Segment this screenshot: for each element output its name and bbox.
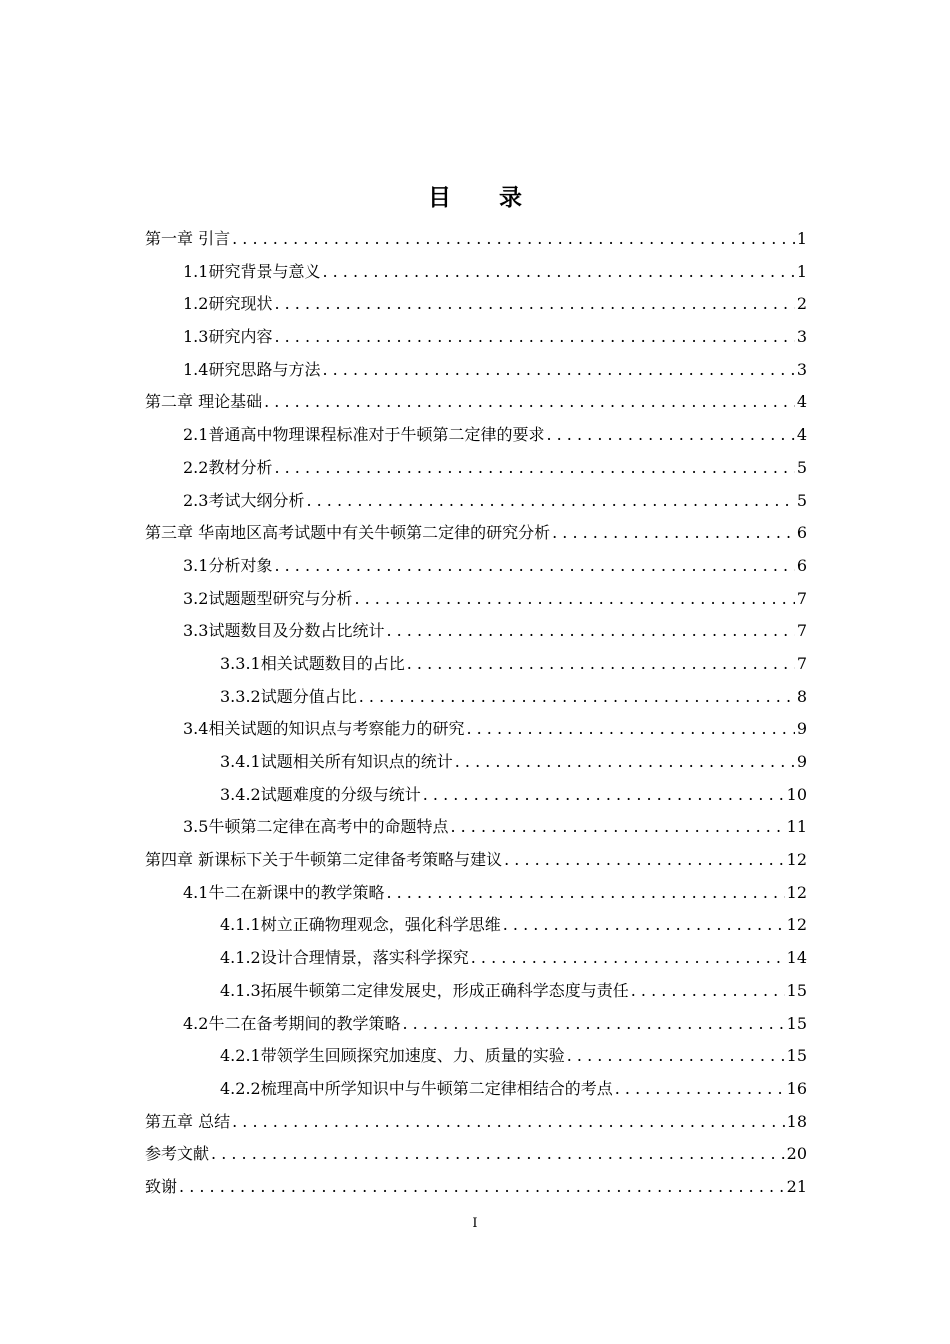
dot-leader <box>450 811 784 844</box>
toc-entry-page: 9 <box>796 752 807 771</box>
toc-entry[interactable] <box>145 844 807 877</box>
dot-leader <box>423 779 785 812</box>
toc-entry[interactable] <box>145 354 807 387</box>
page-number: I <box>472 1216 478 1231</box>
toc-entry-page: 6 <box>796 555 807 575</box>
toc-entry[interactable] <box>145 942 807 975</box>
toc-entry-page: 21 <box>786 1176 807 1196</box>
dot-leader <box>274 452 794 485</box>
toc-entry[interactable] <box>145 1008 807 1041</box>
toc-entry-title: 4.1.1树立正确物理观念，强化科学思维 <box>220 915 501 935</box>
dot-leader <box>274 321 794 354</box>
dot-leader <box>552 517 795 550</box>
toc-entry-title: 1.3研究内容 <box>183 327 273 347</box>
dot-leader <box>567 1040 785 1073</box>
toc-entry-title: 参考文献 <box>145 1144 210 1164</box>
toc-entry-title: 第三章 华南地区高考试题中有关牛顿第二定律的研究分析 <box>145 523 551 543</box>
toc-entry[interactable] <box>145 517 807 550</box>
toc-entry-title: 3.1分析对象 <box>183 555 273 575</box>
dot-leader <box>386 615 794 648</box>
toc-entry-title: 4.2.1带领学生回顾探究加速度、力、质量的实验 <box>220 1046 565 1066</box>
dot-leader <box>503 909 785 942</box>
toc-entry[interactable] <box>145 877 807 910</box>
toc-entry[interactable] <box>145 321 807 354</box>
toc-entry[interactable] <box>145 975 807 1008</box>
toc-entry-page: 1 <box>796 261 807 281</box>
dot-leader <box>306 485 794 518</box>
toc-entry-title: 3.3试题数目及分数占比统计 <box>183 621 385 641</box>
toc-entry-page: 9 <box>796 719 807 739</box>
toc-entry-title: 4.1.2设计合理情景，落实科学探究 <box>220 948 469 968</box>
dot-leader <box>232 223 795 256</box>
toc-entry[interactable] <box>145 256 807 289</box>
dot-leader <box>322 354 794 387</box>
dot-leader <box>546 419 794 452</box>
toc-entry-title: 第一章 引言 <box>145 229 231 248</box>
toc-entry[interactable] <box>145 452 807 485</box>
toc-entry[interactable] <box>145 223 807 256</box>
toc-entry[interactable] <box>145 1171 807 1204</box>
dot-leader <box>274 550 794 583</box>
toc-entry-page: 15 <box>786 1013 807 1033</box>
toc-entry-page: 10 <box>786 784 807 804</box>
dot-leader <box>471 942 785 975</box>
toc-entry[interactable] <box>145 811 807 844</box>
dot-leader <box>504 844 785 877</box>
toc-entry[interactable] <box>145 648 807 681</box>
dot-leader <box>211 1138 785 1171</box>
toc-entry[interactable] <box>145 746 807 779</box>
toc-entry-page: 12 <box>786 882 807 902</box>
toc-entry-title: 2.1普通高中物理课程标准对于牛顿第二定律的要求 <box>183 425 545 445</box>
toc-entry[interactable] <box>145 1138 807 1171</box>
toc-entry[interactable] <box>145 386 807 419</box>
toc-entry-page: 7 <box>796 588 807 608</box>
toc-entry[interactable] <box>145 909 807 942</box>
toc-entry-title: 3.5牛顿第二定律在高考中的命题特点 <box>183 817 449 837</box>
toc-entry-title: 致谢 <box>145 1176 178 1196</box>
toc-entry[interactable] <box>145 1106 807 1139</box>
toc-entry[interactable] <box>145 615 807 648</box>
toc-entry-title: 第五章 总结 <box>145 1111 231 1131</box>
toc-entry-page: 4 <box>796 392 807 412</box>
dot-leader <box>466 713 794 746</box>
dot-leader <box>232 1106 785 1139</box>
toc-entry-page: 14 <box>786 948 807 968</box>
toc-entry-page: 3 <box>796 327 807 347</box>
toc-entry-title: 3.3.2试题分值占比 <box>220 686 357 706</box>
toc-entry[interactable] <box>145 485 807 518</box>
toc-entry-page: 15 <box>786 1046 807 1066</box>
toc-entry-page: 7 <box>796 653 807 673</box>
dot-leader <box>274 288 794 321</box>
toc-entry-title: 2.2教材分析 <box>183 457 273 477</box>
dot-leader <box>322 256 794 289</box>
toc-entry-page: 8 <box>796 686 807 706</box>
dot-leader <box>615 1073 785 1106</box>
toc-entry-title: 3.2试题题型研究与分析 <box>183 588 353 608</box>
toc-entry-page: 20 <box>786 1144 807 1164</box>
dot-leader <box>386 877 784 910</box>
toc-entry-page: 4 <box>796 425 807 445</box>
toc-entry-page: 11 <box>786 817 807 837</box>
dot-leader <box>179 1171 785 1204</box>
dot-leader <box>631 975 785 1008</box>
toc-entry-title: 3.4.1试题相关所有知识点的统计 <box>220 752 453 771</box>
toc-entry-page: 6 <box>796 523 807 543</box>
toc-entry-title: 3.4.2试题难度的分级与统计 <box>220 784 421 804</box>
toc-entry-page: 5 <box>796 457 807 477</box>
table-of-contents <box>145 223 807 1204</box>
toc-entry-page: 7 <box>796 621 807 641</box>
toc-entry[interactable] <box>145 583 807 616</box>
toc-entry-page: 2 <box>796 294 807 314</box>
toc-entry[interactable] <box>145 1040 807 1073</box>
toc-entry-title: 3.4相关试题的知识点与考察能力的研究 <box>183 719 465 739</box>
toc-entry-title: 4.1牛二在新课中的教学策略 <box>183 882 385 902</box>
toc-entry-page: 5 <box>796 490 807 510</box>
toc-entry[interactable] <box>145 419 807 452</box>
dot-leader <box>455 746 795 779</box>
toc-entry-title: 第四章 新课标下关于牛顿第二定律备考策略与建议 <box>145 850 503 870</box>
toc-entry-title: 1.4研究思路与方法 <box>183 359 321 379</box>
toc-entry[interactable] <box>145 681 807 714</box>
toc-entry-title: 4.2牛二在备考期间的教学策略 <box>183 1013 401 1033</box>
dot-leader <box>264 386 795 419</box>
toc-entry-page: 18 <box>786 1111 807 1131</box>
toc-entry-title: 1.1研究背景与意义 <box>183 261 321 281</box>
toc-entry-title: 4.2.2梳理高中所学知识中与牛顿第二定律相结合的考点 <box>220 1078 613 1098</box>
toc-entry-page: 1 <box>796 229 807 248</box>
toc-entry-page: 12 <box>786 915 807 935</box>
dot-leader <box>354 583 794 616</box>
page-title: 目 录 <box>427 184 542 211</box>
toc-entry[interactable] <box>145 550 807 583</box>
toc-entry-page: 15 <box>786 980 807 1000</box>
dot-leader <box>407 648 795 681</box>
toc-entry-title: 3.3.1相关试题数目的占比 <box>220 653 405 673</box>
toc-entry-page: 12 <box>786 850 807 870</box>
toc-entry-page: 16 <box>786 1078 807 1098</box>
toc-entry-title: 2.3考试大纲分析 <box>183 490 305 510</box>
toc-entry-page: 3 <box>796 359 807 379</box>
toc-entry[interactable] <box>145 288 807 321</box>
toc-entry[interactable] <box>145 713 807 746</box>
dot-leader <box>402 1008 784 1041</box>
toc-entry-title: 4.1.3拓展牛顿第二定律发展史，形成正确科学态度与责任 <box>220 980 629 1000</box>
toc-entry-title: 1.2研究现状 <box>183 294 273 314</box>
toc-entry-title: 第二章 理论基础 <box>145 392 263 412</box>
toc-entry[interactable] <box>145 1073 807 1106</box>
dot-leader <box>359 681 795 714</box>
toc-entry[interactable] <box>145 779 807 812</box>
